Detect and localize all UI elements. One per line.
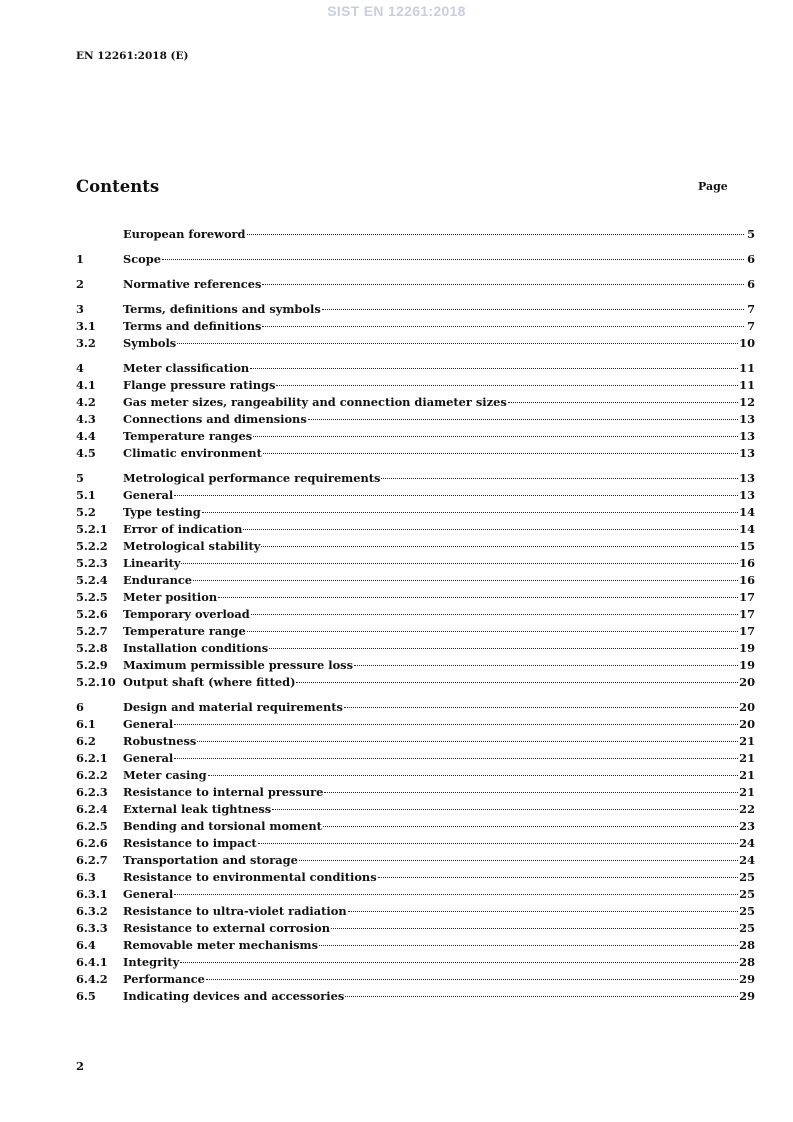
toc-entry-page: 20 [739,675,755,689]
toc-entry-number: 5.2.6 [76,607,108,621]
toc-entry-title: Terms, definitions and symbols [123,302,321,316]
toc-dot-leader [323,826,738,827]
toc-entry[interactable] [76,767,755,784]
toc-dot-leader [177,343,738,344]
toc-dot-leader [174,894,738,895]
toc-entry[interactable] [76,886,755,903]
toc-entry-number: 5.2.4 [76,573,108,587]
toc-entry-title: Meter position [123,590,218,604]
page-column-label: Page [698,180,728,193]
toc-dot-leader [247,631,738,632]
toc-entry-page: 13 [739,412,755,426]
toc-entry-title: Installation conditions [123,641,269,655]
toc-entry-number: 5.2.10 [76,675,116,689]
toc-entry-number: 6.2.3 [76,785,108,799]
toc-entry-number: 6.4.1 [76,955,108,969]
toc-entry-title: Symbols [123,336,177,350]
toc-entry-number: 6.2.2 [76,768,108,782]
toc-entry-number: 6.3.1 [76,887,108,901]
toc-entry-title: Resistance to ultra-violet radiation [123,904,347,918]
toc-entry[interactable] [76,318,755,335]
toc-entry-number: 2 [76,277,84,291]
toc-entry-number: 6.3 [76,870,96,884]
toc-entry-title: Temperature range [123,624,246,638]
toc-entry-page: 14 [739,522,755,536]
toc-entry[interactable] [76,555,755,572]
toc-dot-leader [206,979,738,980]
toc-entry[interactable] [76,360,755,377]
toc-dot-leader [202,512,738,513]
toc-entry-page: 17 [739,590,755,604]
document-id: EN 12261:2018 (E) [76,50,189,62]
toc-entry[interactable] [76,301,755,318]
toc-entry[interactable] [76,716,755,733]
toc-entry-title: Removable meter mechanisms [123,938,319,952]
toc-entry-page: 6 [747,252,755,266]
toc-entry-title: Resistance to impact [123,836,257,850]
toc-entry-page: 22 [739,802,755,816]
toc-entry-title: Normative references [123,277,262,291]
toc-dot-leader [197,741,738,742]
toc-entry[interactable] [76,801,755,818]
toc-entry-number: 6.2.1 [76,751,108,765]
toc-entry-page: 21 [739,751,755,765]
toc-entry-page: 16 [739,573,755,587]
toc-entry-number: 4.4 [76,429,96,443]
toc-entry-title: Output shaft (where fitted) [123,675,296,689]
toc-entry[interactable] [76,835,755,852]
toc-entry-number: 6.4.2 [76,972,108,986]
toc-entry-page: 25 [739,904,755,918]
toc-entry-number: 6.2.5 [76,819,108,833]
toc-entry[interactable] [76,606,755,623]
toc-entry-page: 21 [739,734,755,748]
toc-entry-title: Endurance [123,573,193,587]
toc-entry-number: 3.2 [76,336,96,350]
toc-entry-title: External leak tightness [123,802,272,816]
toc-entry-number: 6.3.2 [76,904,108,918]
toc-entry-page: 24 [739,836,755,850]
toc-entry-page: 10 [739,336,755,350]
toc-dot-leader [174,758,738,759]
toc-entry-page: 11 [739,378,755,392]
toc-entry[interactable] [76,674,755,691]
toc-dot-leader [208,775,739,776]
toc-dot-leader [272,809,738,810]
contents-title: Contents [76,177,160,196]
toc-entry[interactable] [76,623,755,640]
toc-entry-number: 6.2.7 [76,853,108,867]
toc-entry-title: Robustness [123,734,197,748]
toc-entry-number: 6.2.6 [76,836,108,850]
toc-entry-number: 3.1 [76,319,96,333]
toc-entry-page: 13 [739,471,755,485]
toc-entry-page: 12 [739,395,755,409]
toc-entry-page: 21 [739,785,755,799]
toc-entry-page: 13 [739,446,755,460]
toc-entry-page: 28 [739,938,755,952]
toc-entry-page: 13 [739,488,755,502]
toc-entry-page: 16 [739,556,755,570]
toc-entry[interactable] [76,954,755,971]
toc-entry-page: 17 [739,624,755,638]
toc-entry-title: Flange pressure ratings [123,378,276,392]
toc-entry-number: 3 [76,302,84,316]
toc-entry-title: Bending and torsional moment [123,819,322,833]
toc-entry-title: Error of indication [123,522,243,536]
toc-dot-leader [243,529,738,530]
toc-entry[interactable] [76,971,755,988]
toc-entry[interactable] [76,445,755,462]
toc-dot-leader [269,648,738,649]
toc-dot-leader [193,580,738,581]
toc-entry[interactable] [76,920,755,937]
toc-entry[interactable] [76,988,755,1005]
toc-entry-title: General [123,488,174,502]
toc-dot-leader [324,792,738,793]
toc-entry-title: General [123,887,174,901]
toc-entry-number: 6.2.4 [76,802,108,816]
toc-entry-number: 6.2 [76,734,96,748]
toc-entry[interactable] [76,394,755,411]
toc-entry[interactable] [76,538,755,555]
toc-entry[interactable] [76,903,755,920]
toc-entry-number: 4.5 [76,446,96,460]
toc-entry-page: 25 [739,887,755,901]
toc-dot-leader [299,860,738,861]
toc-dot-leader [381,478,738,479]
toc-entry[interactable] [76,377,755,394]
toc-entry-title: Metrological stability [123,539,261,553]
toc-entry-page: 25 [739,921,755,935]
toc-entry-page: 6 [747,277,755,291]
toc-entry[interactable] [76,428,755,445]
toc-entry-number: 6 [76,700,84,714]
toc-dot-leader [378,877,739,878]
toc-entry[interactable] [76,937,755,954]
toc-entry-page: 20 [739,717,755,731]
toc-dot-leader [174,495,738,496]
toc-entry-number: 6.5 [76,989,96,1003]
toc-dot-leader [308,419,738,420]
toc-entry-page: 25 [739,870,755,884]
toc-entry-title: Linearity [123,556,181,570]
toc-entry-page: 7 [747,302,755,316]
toc-entry-title: Climatic environment [123,446,262,460]
toc-entry-page: 29 [739,989,755,1003]
toc-entry-page: 19 [739,658,755,672]
toc-entry-page: 24 [739,853,755,867]
toc-entry-title: Performance [123,972,205,986]
toc-dot-leader [319,945,738,946]
toc-entry-number: 6.3.3 [76,921,108,935]
toc-dot-leader [345,996,738,997]
toc-entry-number: 4.3 [76,412,96,426]
toc-dot-leader [180,962,738,963]
toc-dot-leader [331,928,738,929]
toc-entry-page: 20 [739,700,755,714]
toc-entry-number: 5.2.7 [76,624,108,638]
toc-dot-leader [218,597,738,598]
toc-entry[interactable] [76,251,755,268]
toc-dot-leader [348,911,739,912]
toc-dot-leader [508,402,738,403]
toc-entry-title: Meter classification [123,361,250,375]
toc-entry-title: General [123,717,174,731]
toc-entry-number: 5.2.2 [76,539,108,553]
toc-entry-page: 23 [739,819,755,833]
toc-entry-number: 5.2.9 [76,658,108,672]
toc-dot-leader [261,546,738,547]
toc-entry[interactable] [76,818,755,835]
toc-dot-leader [276,385,738,386]
toc-entry-number: 6.4 [76,938,96,952]
toc-entry-page: 19 [739,641,755,655]
toc-entry-page: 17 [739,607,755,621]
toc-entry-number: 5.2.8 [76,641,108,655]
toc-entry-page: 11 [739,361,755,375]
toc-entry-number: 5.2.5 [76,590,108,604]
toc-entry-page: 29 [739,972,755,986]
toc-entry-title: Design and material requirements [123,700,343,714]
toc-entry-title: Resistance to environmental conditions [123,870,377,884]
toc-entry-page: 13 [739,429,755,443]
toc-entry[interactable] [76,226,755,243]
toc-entry-number: 5 [76,471,84,485]
toc-entry[interactable] [76,572,755,589]
toc-entry-title: Resistance to internal pressure [123,785,324,799]
toc-dot-leader [247,234,744,235]
toc-entry[interactable] [76,276,755,293]
toc-entry[interactable] [76,750,755,767]
toc-entry-number: 1 [76,252,84,266]
toc-entry-page: 15 [739,539,755,553]
toc-dot-leader [253,436,738,437]
toc-entry-title: Temperature ranges [123,429,253,443]
toc-entry-number: 5.2.1 [76,522,108,536]
toc-entry-title: Scope [123,252,161,266]
toc-entry-title: Metrological performance requirements [123,471,381,485]
toc-dot-leader [250,368,738,369]
toc-dot-leader [181,563,738,564]
toc-entry-title: Type testing [123,505,201,519]
toc-entry-title: Temporary overload [123,607,250,621]
toc-dot-leader [162,259,744,260]
toc-entry-page: 14 [739,505,755,519]
toc-dot-leader [262,284,744,285]
toc-entry-number: 4.1 [76,378,96,392]
toc-entry-title: Transportation and storage [123,853,298,867]
toc-entry-title: Gas meter sizes, rangeability and connection diameter sizes [123,395,507,409]
toc-dot-leader [258,843,738,844]
toc-entry[interactable] [76,470,755,487]
toc-entry[interactable] [76,657,755,674]
toc-entry[interactable] [76,504,755,521]
toc-entry-title: Maximum permissible pressure loss [123,658,353,672]
toc-entry[interactable] [76,335,755,352]
toc-entry[interactable] [76,589,755,606]
toc-entry-title: Terms and definitions [123,319,262,333]
toc-dot-leader [322,309,744,310]
toc-entry-title: Resistance to external corrosion [123,921,331,935]
toc-entry[interactable] [76,640,755,657]
toc-entry-title: Integrity [123,955,180,969]
toc-entry[interactable] [76,852,755,869]
toc-entry-number: 5.2 [76,505,96,519]
toc-entry-page: 7 [747,319,755,333]
toc-entry-title: General [123,751,174,765]
toc-dot-leader [262,326,744,327]
toc-entry[interactable] [76,733,755,750]
toc-entry-page: 21 [739,768,755,782]
toc-entry[interactable] [76,784,755,801]
toc-dot-leader [174,724,738,725]
toc-entry-title: European foreword [123,227,246,241]
table-of-contents [76,226,755,1005]
toc-entry-page: 5 [747,227,755,241]
toc-entry-number: 6.1 [76,717,96,731]
toc-entry-number: 4 [76,361,84,375]
toc-entry[interactable] [76,487,755,504]
toc-entry-title: Indicating devices and accessories [123,989,345,1003]
toc-dot-leader [251,614,738,615]
toc-entry-number: 4.2 [76,395,96,409]
toc-entry-number: 5.1 [76,488,96,502]
toc-entry[interactable] [76,411,755,428]
watermark: SIST EN 12261:2018 [327,3,466,19]
toc-dot-leader [354,665,738,666]
footer-page-number: 2 [76,1059,85,1073]
toc-dot-leader [263,453,738,454]
toc-entry[interactable] [76,699,755,716]
toc-entry-page: 28 [739,955,755,969]
toc-dot-leader [344,707,738,708]
toc-entry[interactable] [76,869,755,886]
toc-entry-title: Meter casing [123,768,207,782]
toc-entry-number: 5.2.3 [76,556,108,570]
toc-entry-title: Connections and dimensions [123,412,307,426]
toc-entry[interactable] [76,521,755,538]
toc-dot-leader [296,682,738,683]
